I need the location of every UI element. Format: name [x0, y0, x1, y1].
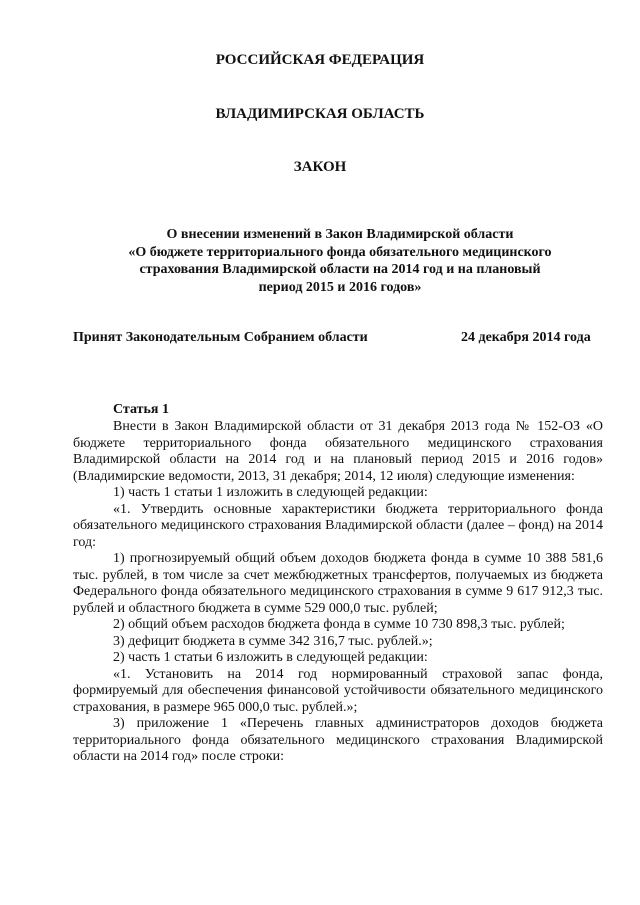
paragraph: 2) общий объем расходов бюджета фонда в сумме 10 730 898,3 тыс. рублей; [113, 617, 565, 632]
article-body [73, 419, 603, 766]
paragraph: «1. Утвердить основные характеристики бюджета территориального фонда обязательного медицинского страхования Владимирской области (далее – фонд) на 2014 год: [73, 501, 603, 550]
article-heading: Статья 1 [113, 402, 169, 417]
paragraph: 1) прогнозируемый общий объем доходов бюджета фонда в сумме 10 388 581,6 тыс. рублей, в том числе за счет межбюджетных трансфертов, получаемых из бюджета Федерального фонда обязательного медицинского страхования в сумме 9 617 912,3 тыс. рублей и областного бюджета в сумме 529 000,0 тыс. рублей; [73, 551, 603, 616]
paragraph: 1) часть 1 статьи 1 изложить в следующей редакции: [113, 485, 428, 500]
adopted-date: 24 декабря 2014 года [461, 330, 591, 345]
paragraph: «1. Установить на 2014 год нормированный страховой запас фонда, формируемый для обеспечения финансовой устойчивости обязательного медицинского страхования, в размере 965 000,0 тыс. рублей.»; [73, 666, 603, 715]
paragraph: 2) часть 1 статьи 6 изложить в следующей редакции: [113, 650, 428, 665]
doc-type-heading: ЗАКОН [293, 159, 347, 175]
paragraph: Внести в Закон Владимирской области от 31 декабря 2013 года № 152-ОЗ «О бюджете территориального фонда обязательного медицинского страхования Владимирской области на 2014 год и на плановый период 2015 и 2016 годов» (Владимирские ведомости, 2013, 31 декабря; 2014, 12 июля) следующие изменения: [73, 419, 603, 484]
adopted-by: Принят Законодательным Собранием области [73, 330, 368, 345]
region-heading: ВЛАДИМИРСКАЯ ОБЛАСТЬ [215, 106, 425, 122]
law-title-line: страхования Владимирской области на 2014 год и на плановый [139, 262, 541, 277]
law-title-line: период 2015 и 2016 годов» [258, 279, 422, 295]
federation-heading: РОССИЙСКАЯ ФЕДЕРАЦИЯ [215, 52, 425, 68]
law-title-line: О внесении изменений в Закон Владимирской области [166, 227, 514, 242]
paragraph: 3) дефицит бюджета в сумме 342 316,7 тыс. рублей.»; [113, 633, 433, 649]
law-title [100, 226, 580, 296]
paragraph: 3) приложение 1 «Перечень главных администраторов доходов бюджета территориального фонда обязательного медицинского страхования Владимирской области на 2014 год» после строки: [73, 716, 603, 764]
law-title-line: «О бюджете территориального фонда обязательного медицинского [128, 244, 552, 260]
